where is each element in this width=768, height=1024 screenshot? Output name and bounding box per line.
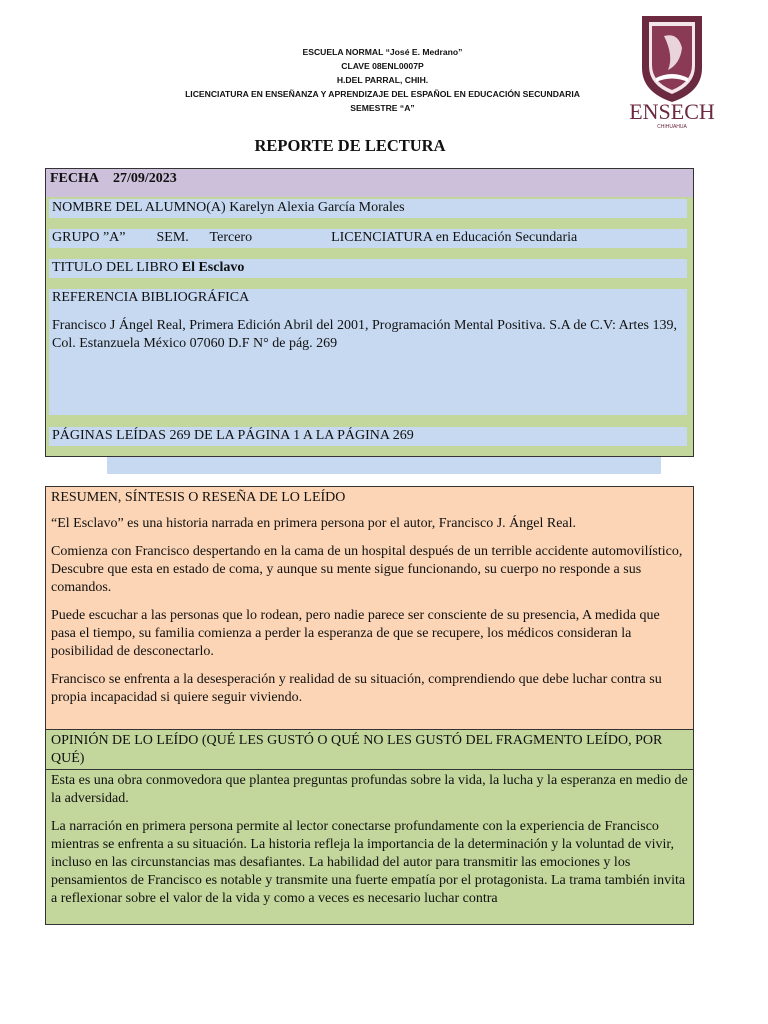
titulo-row [49, 259, 687, 278]
grupo-row [49, 229, 687, 248]
blue-divider [107, 457, 661, 474]
grupo-label: GRUPO ”A” [52, 230, 126, 245]
ensech-logo [622, 12, 722, 130]
paginas-row [49, 427, 687, 446]
referencia-row [49, 289, 687, 415]
nombre-value: Karelyn Alexia García Morales [229, 200, 405, 215]
content-section [45, 486, 694, 925]
school-city: H.DEL PARRAL, CHIH. [336, 75, 429, 85]
semester: SEMESTRE “A” [350, 103, 415, 113]
resumen-paragraph: Puede escuchar a las personas que lo rodean, pero nadie parece ser consciente de su presencia, A medida que pasa el tiempo, su familia comienza a perder la esperanza de que se recupere, los médicos consideran la posibilidad de desconectarlo. [51, 608, 660, 659]
titulo-value: El Esclavo [181, 260, 245, 275]
opinion-heading: OPINIÓN DE LO LEÍDO (QUÉ LES GUSTÓ O QUÉ NO LES GUSTÓ DEL FRAGMENTO LEÍDO, POR QUÉ) [46, 730, 693, 770]
referencia-text: Francisco J Ángel Real, Primera Edición Abril del 2001, Programación Mental Positiva. S.A de C.V: Artes 139, Col. Estanzuela México 07060 D.F N° de pág. 269 [52, 318, 677, 351]
student-info-section [45, 168, 694, 457]
sem-value: Tercero [209, 230, 253, 245]
degree-name: LICENCIATURA EN ENSEÑANZA Y APRENDIZAJE DEL ESPAÑOL EN EDUCACIÓN SECUNDARIA [185, 89, 580, 99]
resumen-heading: RESUMEN, SÍNTESIS O RESEÑA DE LO LEÍDO [51, 490, 346, 505]
resumen-paragraph: Francisco se enfrenta a la desesperación y realidad de su situación, comprendiendo que debe luchar contra su propia incapacidad si quiere seguir viviendo. [51, 672, 662, 705]
school-code: CLAVE 08ENL0007P [341, 61, 424, 71]
referencia-label: REFERENCIA BIBLIOGRÁFICA [52, 290, 250, 305]
svg-text:ENSECH: ENSECH [629, 99, 715, 124]
sem-label: SEM. [156, 230, 189, 245]
opinion-paragraph: Esta es una obra conmovedora que plantea preguntas profundas sobre la vida, la lucha y la esperanza en medio de la adversidad. [51, 773, 688, 806]
nombre-label: NOMBRE DEL ALUMNO(A) [52, 200, 226, 215]
school-header [160, 45, 605, 115]
fecha-row [46, 169, 693, 197]
licenciatura-value: en Educación Secundaria [435, 230, 578, 245]
fecha-value: 27/09/2023 [113, 171, 177, 186]
opinion-paragraph: La narración en primera persona permite al lector conectarse profundamente con la experiencia de Francisco mientras se enfrenta a su situación. La historia refleja la importancia de la determinación y la voluntad de vivir, incluso en las circunstancias mas desafiantes. La habilidad del autor para transmitir las emociones y los pensamientos de Francisco es notable y transmite una fuerte empatía por el protagonista. La trama también invita a reflexionar sobre el valor de la vida y como a veces es necesario luchar contra [51, 819, 686, 906]
licenciatura-label: LICENCIATURA [331, 230, 433, 245]
paginas-label: PÁGINAS LEÍDAS [52, 428, 166, 443]
svg-text:CHIHUAHUA: CHIHUAHUA [657, 124, 687, 130]
paginas-value: 269 DE LA PÁGINA 1 A LA PÁGINA 269 [169, 428, 414, 443]
page-title: REPORTE DE LECTURA [254, 136, 446, 155]
resumen-paragraph: Comienza con Francisco despertando en la cama de un hospital después de un terrible accidente automovilístico, Descubre que esta en estado de coma, y aunque su mente sigue funcionando, su cuerpo no responde a sus comandos. [51, 544, 683, 595]
nombre-row [49, 199, 687, 218]
resumen-block [46, 487, 693, 730]
opinion-block [46, 770, 693, 924]
fecha-label: FECHA [50, 171, 99, 186]
titulo-label: TITULO DEL LIBRO [52, 260, 179, 275]
resumen-paragraph: “El Esclavo” es una historia narrada en primera persona por el autor, Francisco J. Ángel Real. [51, 516, 577, 531]
school-name: ESCUELA NORMAL “José E. Medrano” [302, 47, 463, 57]
